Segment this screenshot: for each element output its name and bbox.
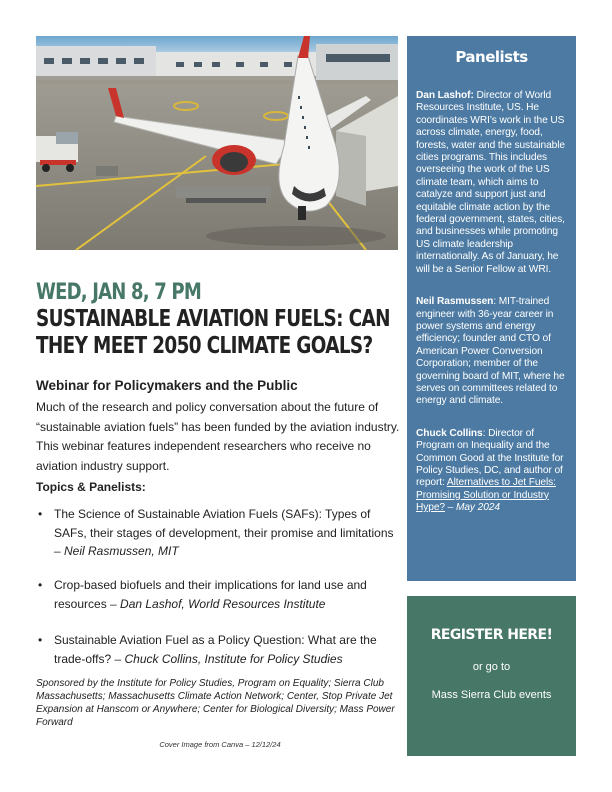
panelist-bio-lashof — [416, 90, 567, 276]
event-title: SUSTAINABLE AVIATION FUELS: CAN THEY MEET 2050 CLIMATE GOALS? — [36, 306, 390, 359]
panelist-name: Neil Rasmussen — [416, 296, 494, 308]
topic-text: The Science of Sustainable Aviation Fuels (SAFs): Types of SAFs, their stages of development, their promise and limitations — [54, 507, 394, 540]
register-box — [407, 596, 576, 756]
panelist-name: Chuck Collins — [416, 427, 483, 439]
topics-heading: Topics & Panelists: — [36, 480, 146, 494]
panelist-name: Dan Lashof: — [416, 90, 474, 101]
event-date: WED, JAN 8, 7 PM — [36, 280, 201, 305]
panelist-description: Director of World Resources Institute, US. He coordinates WRI’s work in the US across climate, energy, food, forests, water and the sustainable cities programs. This includes overseeing the work of the US climate team, which aims to catalyze and support just and equitable climate action by the federal government, states, cities, and businesses while promoting US climate leadership internationally. As of January, he will be a Senior Fellow at WRI. — [416, 90, 565, 275]
cover-photo-airplane — [36, 36, 398, 250]
topic-speaker: – Dan Lashof, World Resources Institute — [110, 596, 326, 611]
event-subtitle: Webinar for Policymakers and the Public — [36, 378, 298, 393]
image-credit: Cover Image from Canva – 12/12/24 — [159, 740, 281, 749]
panelist-bio-rasmussen — [416, 296, 567, 408]
register-or-text: or go to — [472, 661, 511, 673]
intro-paragraph: Much of the research and policy conversation about the future of “sustainable aviation fuels” has been funded by the aviation industry. This webinar features independent researchers who receive no aviation industry support. — [36, 400, 400, 473]
panelists-heading: Panelists — [455, 48, 528, 66]
topic-text: Sustainable Aviation Fuel as a Policy Question: What are the trade-offs? — [54, 633, 377, 666]
register-link[interactable]: REGISTER HERE! — [430, 627, 553, 643]
topic-item — [36, 576, 401, 613]
topic-item — [36, 631, 401, 668]
report-link[interactable]: Alternatives to Jet Fuels: Promising Solution or Industry Hype? — [416, 477, 556, 514]
bullet-icon: • — [38, 507, 43, 521]
topic-text: Crop-based biofuels and their implications for land use and resources — [54, 578, 367, 611]
topic-item — [36, 505, 401, 561]
topic-speaker: – Neil Rasmussen, MIT — [54, 544, 179, 558]
topic-speaker: – Chuck Collins, Institute for Policy Studies — [114, 651, 343, 666]
panelist-description: : MIT-trained engineer with 36-year career in power systems and energy efficiency; founder and CTO of American Power Conversion Corporation; member of the governing board of MIT, where he serves on committees related to energy and climate. — [416, 296, 565, 407]
bullet-icon: • — [38, 578, 43, 592]
panelist-description: : Director of Program on Inequality and the Common Good at the Institute for Policy Studies, DC, and author of report: — [416, 427, 564, 489]
report-date: – May 2024 — [444, 502, 500, 514]
panelists-box — [407, 36, 576, 581]
sponsor-text: Sponsored by the Institute for Policy Studies, Program on Equality; Sierra Club Massachusetts; Massachusetts Climate Action Network; Center, Stop Private Jet Expansion at Hanscom or Anywhere; Center for Biological Diversity; Mass Power Forward — [36, 678, 395, 728]
sierra-club-events-link[interactable]: Mass Sierra Club events — [431, 689, 552, 701]
panelist-bio-collins — [416, 428, 567, 515]
bullet-icon: • — [38, 633, 43, 647]
